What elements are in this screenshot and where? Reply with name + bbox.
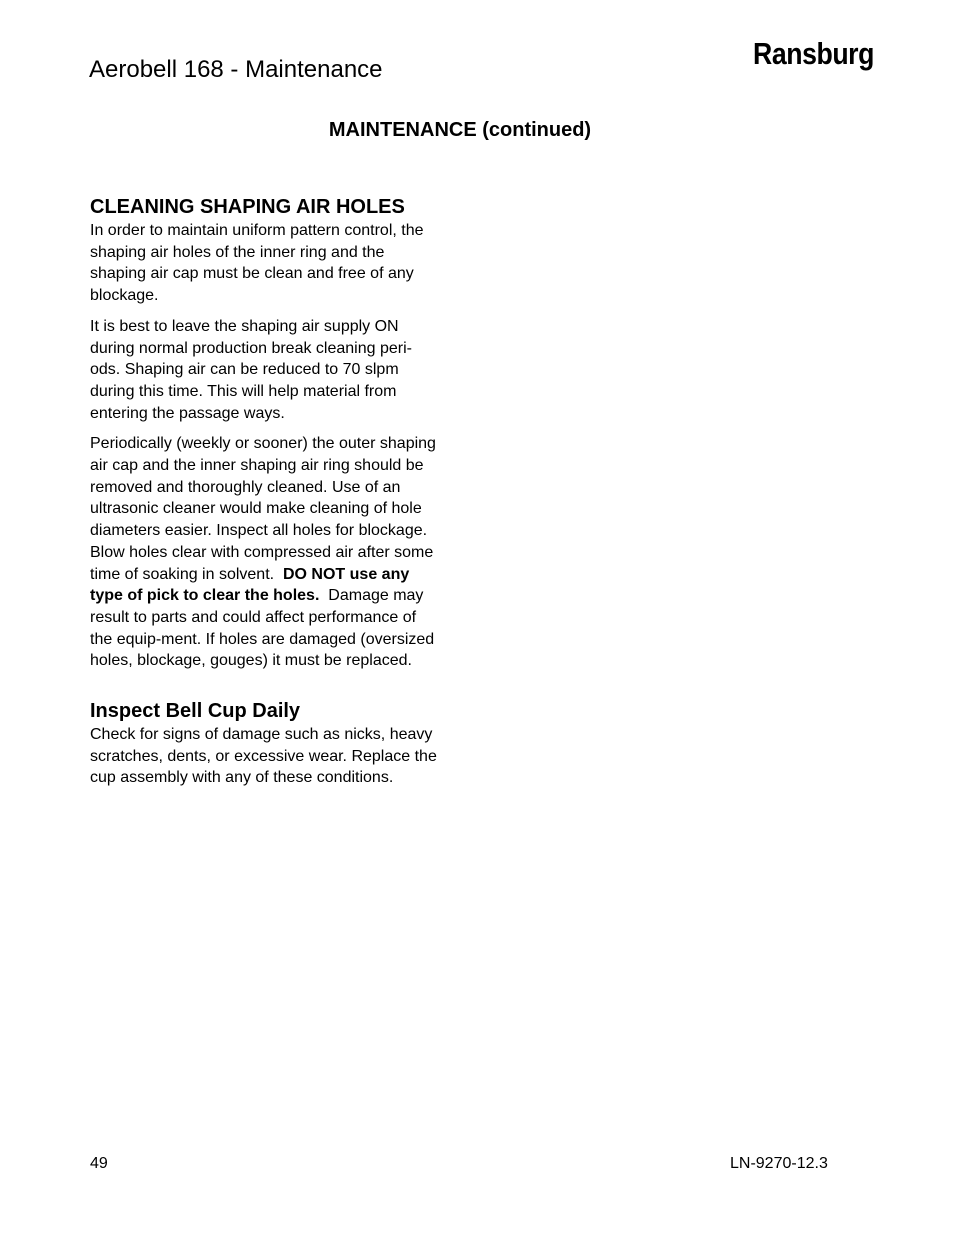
cleaning-section xyxy=(90,194,442,672)
document-number: LN-9270-12.3 xyxy=(730,1155,828,1172)
inspect-heading: Inspect Bell Cup Daily xyxy=(90,700,301,723)
cleaning-paragraph-1: In order to maintain uniform pattern control, the shaping air holes of the inner ring and the shaping air cap must be clean and free of any blockage. xyxy=(90,222,424,305)
page-number: 49 xyxy=(90,1155,108,1172)
inspect-section xyxy=(90,698,442,789)
cleaning-paragraph-3-start: Periodically (weekly or sooner) the outer shaping air cap and the inner shaping air ring should be removed and thoroughly cleaned. Use of an ultrasonic cleaner would make cleaning of hole diameters easier. Inspect all holes for blockage. Blow holes clear with compressed air after some time of soaking in solvent. xyxy=(90,435,436,583)
main-content xyxy=(90,194,442,798)
cleaning-warning: DO NOT use any type of pick to clear the holes. xyxy=(90,565,410,605)
inspect-paragraph: Check for signs of damage such as nicks, heavy scratches, dents, or excessive wear. Replace the cup assembly with any of these conditions. xyxy=(90,726,437,787)
cleaning-paragraph-3-end: Damage may result to parts and could affect performance of the equip-ment. If holes are damaged (oversized holes, blockage, gouges) it must be replaced. xyxy=(90,587,435,670)
cleaning-heading: CLEANING SHAPING AIR HOLES xyxy=(90,196,405,218)
brand-logo: Ransburg xyxy=(753,36,874,71)
page-header-title: Aerobell 168 - Maintenance xyxy=(89,56,383,83)
cleaning-paragraph-3 xyxy=(90,433,442,672)
section-title: MAINTENANCE (continued) xyxy=(328,119,592,141)
cleaning-paragraph-2: It is best to leave the shaping air supply ON during normal production break cleaning peri-ods. Shaping air can be reduced to 70 slpm during this time. This will help material from entering the passage ways. xyxy=(90,317,412,422)
